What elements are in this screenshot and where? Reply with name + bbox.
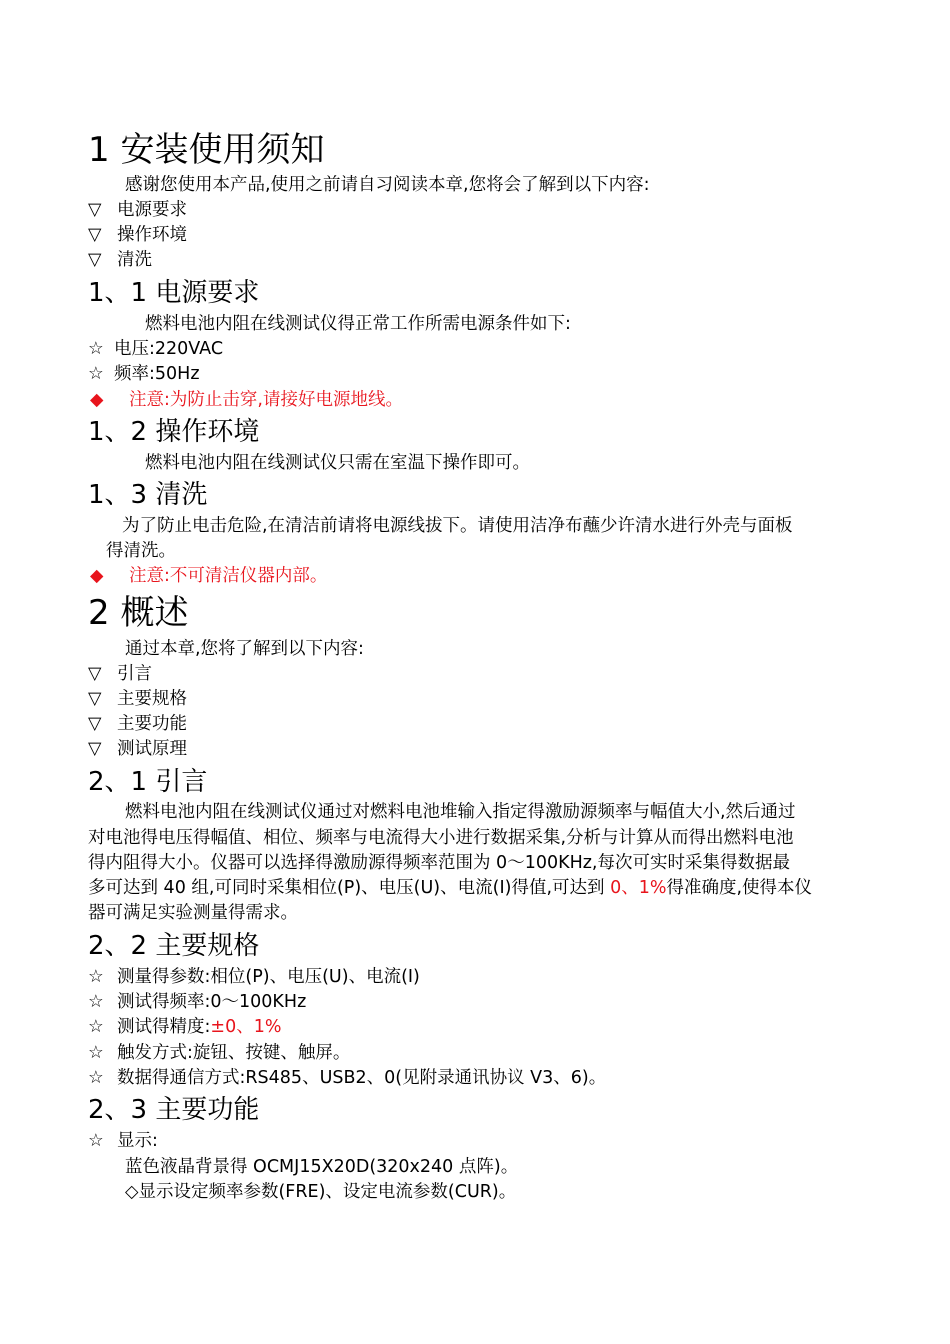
sec1-intro: 感谢您使用本产品,使用之前请自习阅读本章,您将会了解到以下内容: <box>125 175 650 195</box>
triangle-bullet-icon: ▽ <box>88 689 102 709</box>
heading-sec2: 2 概述 <box>88 593 189 633</box>
sec1-2-text: 燃料电池内阻在线测试仪只需在室温下操作即可。 <box>145 453 530 473</box>
triangle-bullet-icon: ▽ <box>88 225 102 245</box>
document-page: 1 安装使用须知 感谢您使用本产品,使用之前请自习阅读本章,您将会了解到以下内容: ▽ 电源要求 ▽ 操作环境 ▽ 清洗 1、1 电源要求 燃料电池内阻在线测试仪得正常工作所需电源条件如下: ☆ 电压:220VAC ☆ 频率:50Hz ◆ 注意:为防止击穿,请接好电源地线。 1、2 操作环境 燃料电池内阻在线测试仪只需在室温下操作即可。 1、3 清洗 为了防止电击危险,在清洁前请将电源线拔下。请使用洁净布蘸少许清水进行外壳与面板 得清洗。 ◆ 注意:不可清洁仪器内部。 2 概述 通过本章,您将了解到以下内容: ▽ 引言 ▽ 主要规格 ▽ 主要功能 ▽ 测试原理 2、1 引言 燃料电池内阻在线测试仪通过对燃料电池堆输入指定得激励源频率与幅值大小,然后通过 对电池得电压得幅值、相位、频率与电流得大小进行数据采集,分析与计算从而得出燃料电池 得内阻得大小。仪器可以选择得激励源得频率范围为 0～100KHz,每次可实时采集得数据最 多可达到 40 组,可同时采集相位(P)、电压(U)、电流(I)得值,可达到 0、1%得准确度,使得本仪 器可满足实验测量得需求。 2、2 主要规格 ☆ 测量得参数:相位(P)、电压(U)、电流(I) ☆ 测试得频率:0～100KHz ☆ 测试得精度:±0、1% ☆ 触发方式:旋钮、按键、触屏。 ☆ 数据得通信方式:RS485、USB2、0(见附录通讯协议 V3、6)。 2、3 主要功能 ☆ 显示: 蓝色液晶背景得 OCMJ15X20D(320x240 点阵)。 ◇显示设定频率参数(FRE)、设定电流参数(CUR)。 <box>0 0 950 1344</box>
triangle-bullet-icon: ▽ <box>88 714 102 734</box>
heading-sec1: 1 安装使用须知 <box>88 130 325 170</box>
paragraph-line: 对电池得电压得幅值、相位、频率与电流得大小进行数据采集,分析与计算从而得出燃料电池 <box>88 828 794 848</box>
diamond-bullet-icon: ◆ <box>90 390 104 410</box>
accuracy-value: 0、1% <box>610 878 667 898</box>
star-bullet-icon: ☆ <box>88 1131 104 1151</box>
star-bullet-icon: ☆ <box>88 339 104 359</box>
precision-value: ±0、1% <box>210 1017 282 1037</box>
heading-sec2-1: 2、1 引言 <box>88 767 208 797</box>
star-bullet-icon: ☆ <box>88 1017 104 1037</box>
paragraph-line: 得内阻得大小。仪器可以选择得激励源得频率范围为 0～100KHz,每次可实时采集得数据最 <box>88 853 790 873</box>
heading-sec2-3: 2、3 主要功能 <box>88 1095 260 1125</box>
star-bullet-icon: ☆ <box>88 992 104 1012</box>
sec1-3-text-line1: 为了防止电击危险,在清洁前请将电源线拔下。请使用洁净布蘸少许清水进行外壳与面板 <box>122 516 793 536</box>
star-bullet-icon: ☆ <box>88 1068 104 1088</box>
triangle-bullet-icon: ▽ <box>88 739 102 759</box>
sec1-3-text-line2: 得清洗。 <box>106 541 176 561</box>
sub-item: ◇显示设定频率参数(FRE)、设定电流参数(CUR)。 <box>125 1182 517 1202</box>
star-bullet-icon: ☆ <box>88 1043 104 1063</box>
sec2-intro: 通过本章,您将了解到以下内容: <box>125 639 364 659</box>
sub-item: 蓝色液晶背景得 OCMJ15X20D(320x240 点阵)。 <box>125 1157 519 1177</box>
heading-sec1-3: 1、3 清洗 <box>88 480 208 510</box>
paragraph-line: 燃料电池内阻在线测试仪通过对燃料电池堆输入指定得激励源频率与幅值大小,然后通过 <box>125 802 796 822</box>
star-bullet-icon: ☆ <box>88 967 104 987</box>
diamond-bullet-icon: ◆ <box>90 566 104 586</box>
triangle-bullet-icon: ▽ <box>88 200 102 220</box>
paragraph-line: 器可满足实验测量得需求。 <box>88 903 298 923</box>
sec1-1-intro: 燃料电池内阻在线测试仪得正常工作所需电源条件如下: <box>145 314 571 334</box>
heading-sec1-2: 1、2 操作环境 <box>88 417 260 447</box>
heading-sec1-1: 1、1 电源要求 <box>88 278 260 308</box>
heading-sec2-2: 2、2 主要规格 <box>88 931 260 961</box>
triangle-bullet-icon: ▽ <box>88 664 102 684</box>
triangle-bullet-icon: ▽ <box>88 250 102 270</box>
paragraph-line: 多可达到 40 组,可同时采集相位(P)、电压(U)、电流(I)得值,可达到 0、1%得准确度,使得本仪 <box>88 878 813 898</box>
star-bullet-icon: ☆ <box>88 364 104 384</box>
